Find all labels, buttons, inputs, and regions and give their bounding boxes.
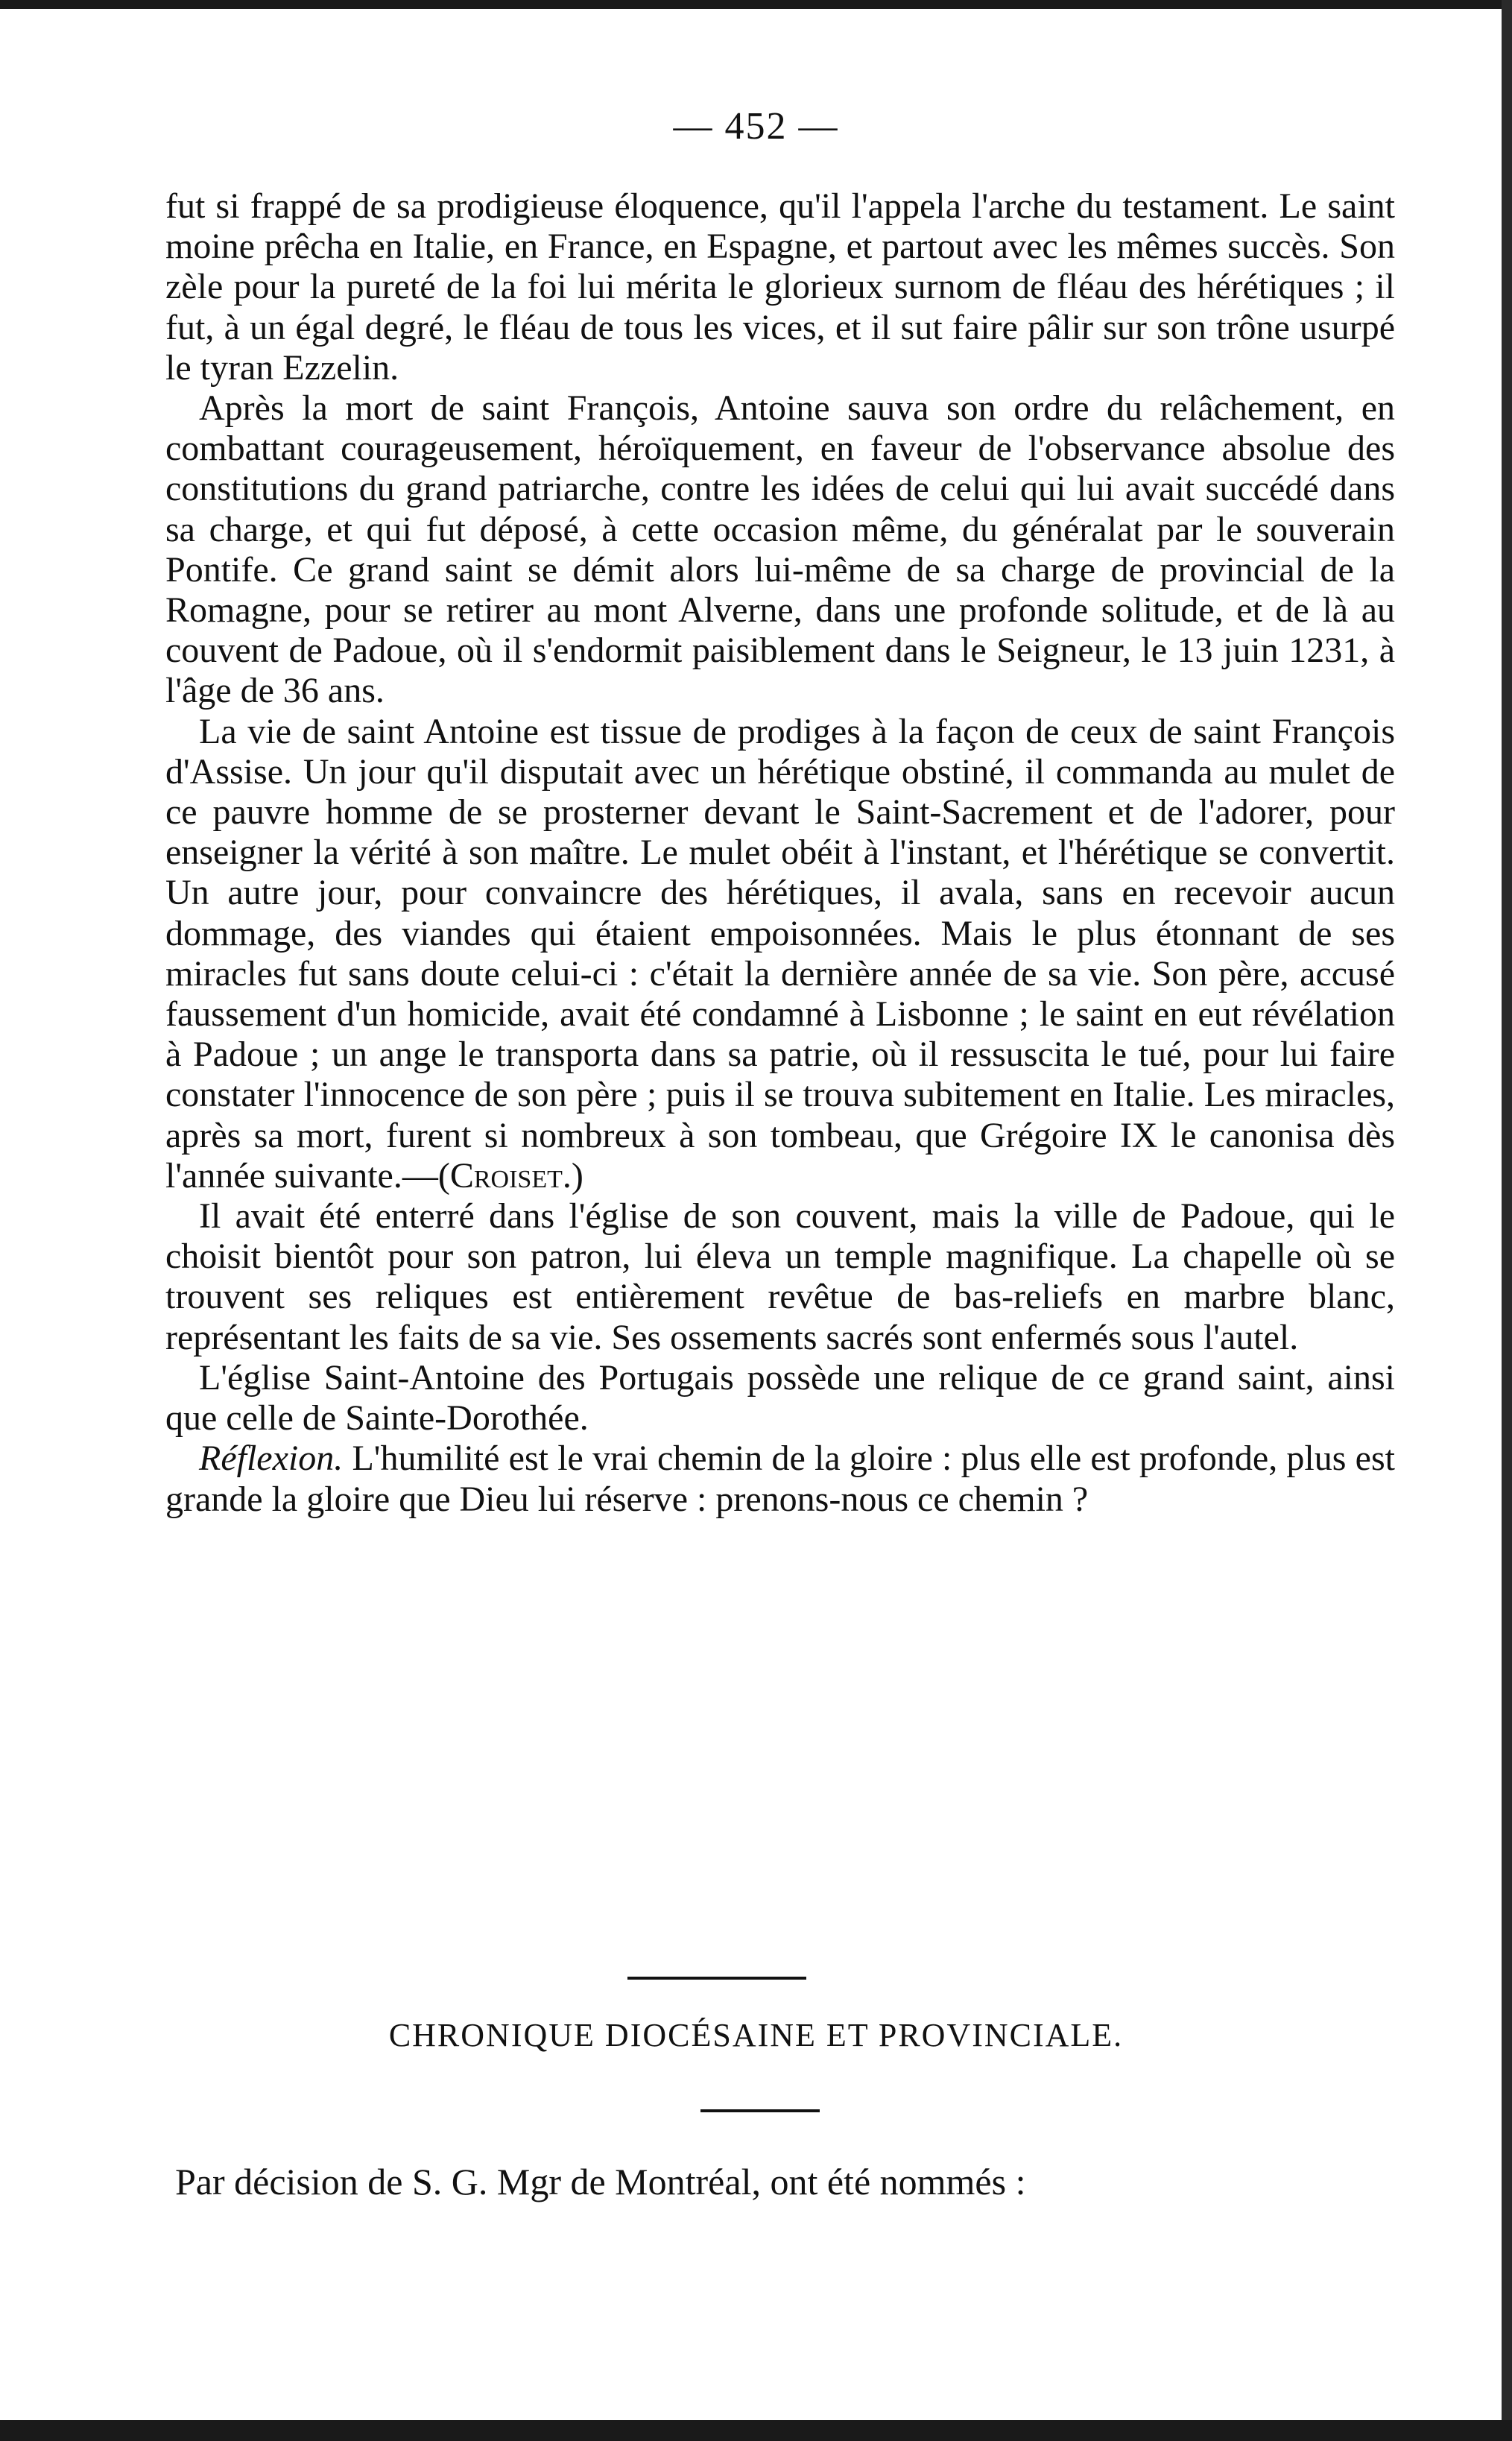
closing-line: Par décision de S. G. Mgr de Montréal, ont été nommés : (175, 2161, 1026, 2202)
body-text (165, 186, 1395, 1520)
separator-rule (627, 1977, 806, 1980)
citation-author: Croiset (449, 1155, 563, 1196)
citation-closing: .) (562, 1155, 583, 1196)
paragraph-6 (165, 1439, 1395, 1519)
paragraph-4: Il avait été enterré dans l'église de son couvent, mais la ville de Padoue, qui le choisit bientôt pour son patron, lui éleva un temple magnifique. La chapelle où se trouvent ses reliques est entièrement revêtue de bas-reliefs en marbre blanc, représentant les faits de sa vie. Ses ossements sacrés sont enfermés sous l'autel. (165, 1196, 1395, 1357)
reflexion-label: Réflexion. (199, 1439, 344, 1479)
page-number: — 452 — (673, 105, 839, 148)
paragraph-3-text: La vie de saint Antoine est tissue de prodiges à la façon de ceux de saint François d'Assise. Un jour qu'il disputait avec un hérétique obstiné, il commanda au mulet de ce pauvre homme de se prosterner devant le Saint-Sacrement et de l'adorer, pour enseigner la vérité à son maître. Le mulet obéit à l'instant, et l'hérétique se convertit. Un autre jour, pour convaincre des hérétiques, il avala, sans en recevoir aucun dommage, des viandes qui étaient empoisonnées. Mais le plus étonnant de ses miracles fut sans doute celui-ci : c'était la dernière année de sa vie. Son père, accusé faussement d'un homicide, avait été condamné à Lisbonne ; le saint en eut révélation à Padoue ; un ange le transporta dans sa patrie, où il ressuscita le tué, pour lui faire constater l'innocence de son père ; puis il se trouva subitement en Italie. Les miracles, après sa mort, furent si nombreux à son tombeau, que Grégoire IX le canonisa dès l'année suivante.—( (165, 711, 1395, 1196)
scan-border-right (1502, 0, 1512, 2441)
section-heading: CHRONIQUE DIOCÉSAINE ET PROVINCIALE. (388, 2017, 1124, 2053)
paragraph-1: fut si frappé de sa prodigieuse éloquence, qu'il l'appela l'arche du testament. Le saint moine prêcha en Italie, en France, en Espagne, et partout avec les mêmes succès. Son zèle pour la pureté de la foi lui mérita le glorieux surnom de fléau des hérétiques ; il fut, à un égal degré, le fléau de tous les vices, et il sut faire pâlir sur son trône usurpé le tyran Ezzelin. (165, 186, 1395, 388)
paragraph-5: L'église Saint-Antoine des Portugais possède une relique de ce grand saint, ainsi que celle de Sainte-Dorothée. (165, 1357, 1395, 1439)
paragraph-3 (165, 712, 1395, 1196)
paragraph-2: Après la mort de saint François, Antoine sauva son ordre du relâchement, en combattant courageusement, héroïquement, en faveur de l'observance absolue des constitutions du grand patriarche, contre les idées de celui qui lui avait succédé dans sa charge, et qui fut déposé, à cette occasion même, du généralat par le souverain Pontife. Ce grand saint se démit alors lui-même de sa charge de provincial de la Romagne, pour se retirer au mont Alverne, dans une profonde solitude, et de là au couvent de Padoue, où il s'endormit paisiblement dans le Seigneur, le 13 juin 1231, à l'âge de 36 ans. (165, 388, 1395, 711)
scan-border-bottom (0, 2420, 1512, 2441)
reflexion-text: L'humilité est le vrai chemin de la gloire : plus elle est profonde, plus est grande la gloire que Dieu lui réserve : prenons-nous ce chemin ? (165, 1439, 1395, 1519)
heading-underline-rule (700, 2109, 820, 2112)
scan-border-top (0, 0, 1512, 9)
